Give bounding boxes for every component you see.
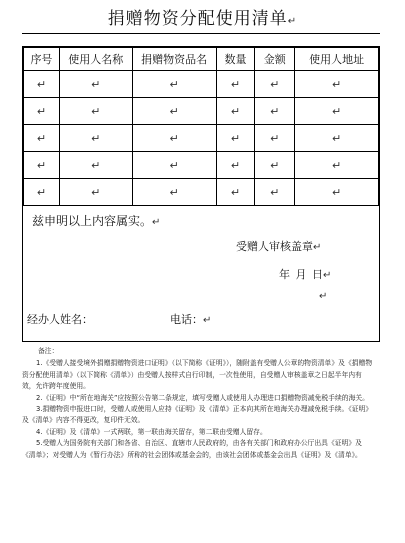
paragraph-mark: ↵ <box>313 242 322 253</box>
handler-label-text: 经办人姓名： <box>27 313 93 326</box>
note-item: 2.《证明》中“所在地海关”应按照公告第二条规定，填写受赠人或使用人办理进口捐赠物资减免税手续的海关。 <box>36 393 369 402</box>
note-item: 4.《证明》及《清单》一式两联，第一联由海关留存，第二联由受赠人留存。 <box>36 427 267 436</box>
table-cell[interactable]: ↵ <box>132 125 216 152</box>
table-cell[interactable]: ↵ <box>295 98 379 125</box>
table-cell[interactable]: ↵ <box>24 152 60 179</box>
notes-section <box>22 346 374 461</box>
note-item: 3.捐赠物资申报进口时，受赠人或使用人应持《证明》及《清单》正本向其所在地海关办理减免税手续。《证明》及《清单》内容不得更改，复印件无效。 <box>22 405 373 425</box>
table-header-row <box>24 48 379 71</box>
declaration-statement <box>32 212 160 229</box>
title-text: 捐赠物资分配使用清单 <box>107 9 288 29</box>
header-quantity: 数量 <box>216 48 255 71</box>
table-cell[interactable]: ↵ <box>295 71 379 98</box>
handler-name-label <box>27 311 93 327</box>
header-serial: 序号 <box>24 48 60 71</box>
table-cell[interactable]: ↵ <box>255 152 295 179</box>
table-cell[interactable]: ↵ <box>132 179 216 206</box>
paragraph-mark: ↵ <box>287 16 298 27</box>
notes-heading: 备注： <box>38 347 59 355</box>
table-cell[interactable]: ↵ <box>216 125 255 152</box>
table-cell[interactable]: ↵ <box>59 152 132 179</box>
form-frame <box>22 46 380 342</box>
table-cell[interactable]: ↵ <box>59 71 132 98</box>
table-cell[interactable]: ↵ <box>132 152 216 179</box>
table-row <box>24 152 379 179</box>
table-row <box>24 98 379 125</box>
table-cell[interactable]: ↵ <box>216 179 255 206</box>
table-row <box>24 179 379 206</box>
date-line <box>279 266 331 282</box>
header-user-name: 使用人名称 <box>59 48 132 71</box>
note-item: 1.《受赠人接受境外捐赠捐赠物资进口证明》（以下简称《证明》），随附盖有受赠人公章的物资清单》及《捐赠物资分配使用清单》（以下简称《清单》）由受赠人按样式自行印制，一次性使用，自受赠人审核盖章之日起半年内有效，允许跨年度使用。 <box>22 359 373 391</box>
table-cell[interactable]: ↵ <box>255 179 295 206</box>
table-row <box>24 71 379 98</box>
table-cell[interactable]: ↵ <box>24 98 60 125</box>
table-cell[interactable]: ↵ <box>132 71 216 98</box>
table-cell[interactable]: ↵ <box>295 125 379 152</box>
table-cell[interactable]: ↵ <box>295 152 379 179</box>
table-row <box>24 125 379 152</box>
paragraph-mark: ↵ <box>319 291 328 302</box>
table-cell[interactable]: ↵ <box>24 179 60 206</box>
paragraph-mark: ↵ <box>203 315 212 326</box>
table-cell[interactable]: ↵ <box>216 71 255 98</box>
date-text: 年 月 日 <box>279 268 323 281</box>
phone-label-text: 电话： <box>170 313 203 326</box>
table-cell[interactable]: ↵ <box>216 98 255 125</box>
table-cell[interactable]: ↵ <box>24 125 60 152</box>
declaration-text: 兹申明以上内容属实。 <box>32 214 153 228</box>
page-title <box>0 4 405 29</box>
table-cell[interactable]: ↵ <box>132 98 216 125</box>
table-cell[interactable]: ↵ <box>255 125 295 152</box>
header-amount: 金额 <box>255 48 295 71</box>
table-cell[interactable]: ↵ <box>59 179 132 206</box>
table-cell[interactable]: ↵ <box>216 152 255 179</box>
note-item: 5.受赠人为国务院有关部门和各省、自治区、直辖市人民政府的，由各有关部门和政府办公厅出具《证明》及《清单》；对受赠人为《暂行办法》所称的社会团体或基金会的，由该社会团体或基金会出具《证明》及《清单》。 <box>22 439 362 459</box>
table-cell[interactable]: ↵ <box>255 98 295 125</box>
table-cell[interactable]: ↵ <box>24 71 60 98</box>
table-cell[interactable]: ↵ <box>295 179 379 206</box>
phone-label <box>170 311 211 327</box>
header-user-address: 使用人地址 <box>295 48 379 71</box>
table-cell[interactable]: ↵ <box>255 71 295 98</box>
table-cell[interactable]: ↵ <box>59 125 132 152</box>
reviewer-seal-text: 受赠人审核盖章 <box>236 240 313 253</box>
divider-line <box>22 33 380 34</box>
paragraph-mark: ↵ <box>152 217 161 228</box>
header-item-name: 捐赠物资品名 <box>132 48 216 71</box>
reviewer-seal-label <box>236 238 321 254</box>
paragraph-mark: ↵ <box>323 270 332 281</box>
allocation-table <box>23 47 379 206</box>
table-cell[interactable]: ↵ <box>59 98 132 125</box>
